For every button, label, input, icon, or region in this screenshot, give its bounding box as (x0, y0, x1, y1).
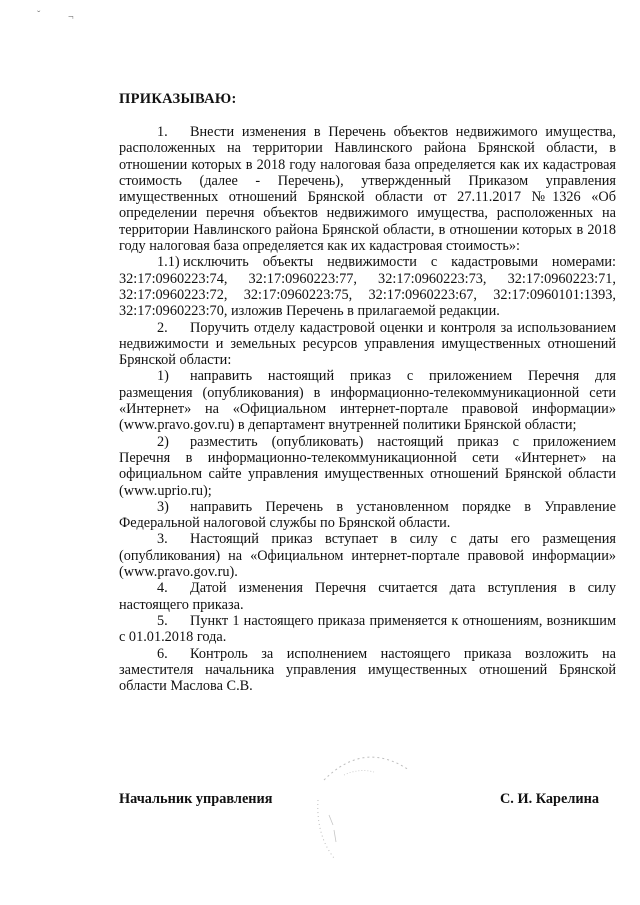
item-number: 5. (157, 612, 168, 629)
item-3 (119, 531, 616, 580)
item-text: Поручить отделу кадастровой оценки и контроля за использованием недвижимости и земельных ресурсов управления имущественных отношений Брянской области: (119, 319, 616, 369)
scan-mark-right: ¬ (68, 12, 74, 23)
item-number: 3) (157, 498, 169, 515)
item-number: 2) (157, 433, 169, 450)
signatory-title: Начальник управления (119, 791, 273, 807)
item-text: Настоящий приказ вступает в силу с даты его размещения (опубликования) на «Официальном интернет-портале правовой информации» (www.pravo.gov.ru). (119, 531, 616, 581)
item-4 (119, 580, 616, 613)
item-text: Датой изменения Перечня считается дата вступления в силу настоящего приказа. (119, 580, 616, 613)
item-2-3 (119, 499, 616, 532)
item-2 (119, 320, 616, 369)
item-text: Внести изменения в Перечень объектов недвижимого имущества, расположенных на территории Навлинского района Брянской области, в отношении которых в 2018 году налоговая база определяется как их кадастровая стоимость (далее - Перечень), утвержденный Приказом управления имущественных отношений Брянской области от 27.11.2017 №1326 «Об определении перечня объектов недвижимого имущества, расположенных на территории Навлинского района Брянской области, в отношении которых в 2018 году налоговая база определяется как их кадастровая стоимость»: (119, 124, 616, 255)
item-5 (119, 613, 616, 646)
order-heading: ПРИКАЗЫВАЮ: (119, 91, 237, 107)
signatory-name: С. И. Карелина (499, 791, 599, 807)
scan-mark-left: ˇ (37, 10, 41, 21)
order-body (119, 124, 616, 694)
item-number: 1.1) (157, 254, 180, 271)
item-1 (119, 124, 616, 254)
item-text: исключить объекты недвижимости с кадастровыми номерами: 32:17:0960223:74, 32:17:0960223:77, 32:17:0960223:73, 32:17:0960223:71, 32:17:0960223:72, 32:17:0960223:75, 32:17:0960223:67, 32:17:0960101:1393, 32:17:0960223:70, изложив Перечень в прилагаемой редакции. (119, 254, 616, 320)
item-1-1 (119, 254, 616, 319)
item-text: направить настоящий приказ с приложением Перечня для размещения (опубликования) в информационно-телекоммуникационной сети «Интернет» на «Официальном интернет-портале правовой информации» (www.pravo.gov.ru) в департамент внутренней политики Брянской области; (119, 368, 616, 434)
item-number: 3. (157, 531, 168, 548)
item-number: 2. (157, 319, 168, 336)
item-2-1 (119, 368, 616, 433)
item-number: 1. (157, 124, 168, 140)
item-6 (119, 646, 616, 695)
item-text: Контроль за исполнением настоящего приказа возложить на заместителя начальника управления имущественных отношений Брянской области Маслова С.В. (119, 645, 616, 695)
item-2-2 (119, 434, 616, 499)
item-text: направить Перечень в установленном порядке в Управление Федеральной налоговой службы по Брянской области. (119, 498, 616, 532)
item-number: 4. (157, 580, 168, 597)
item-number: 1) (157, 368, 169, 385)
item-text: Пункт 1 настоящего приказа применяется к отношениям, возникшим с 01.01.2018 года. (119, 612, 616, 646)
item-number: 6. (157, 645, 168, 662)
item-text: разместить (опубликовать) настоящий приказ с приложением Перечня в информационно-телекоммуникационной сети «Интернет» на официальном сайте управления имущественных отношений Брянской области (www.uprio.ru); (119, 433, 616, 499)
stamp-mark (304, 740, 424, 870)
